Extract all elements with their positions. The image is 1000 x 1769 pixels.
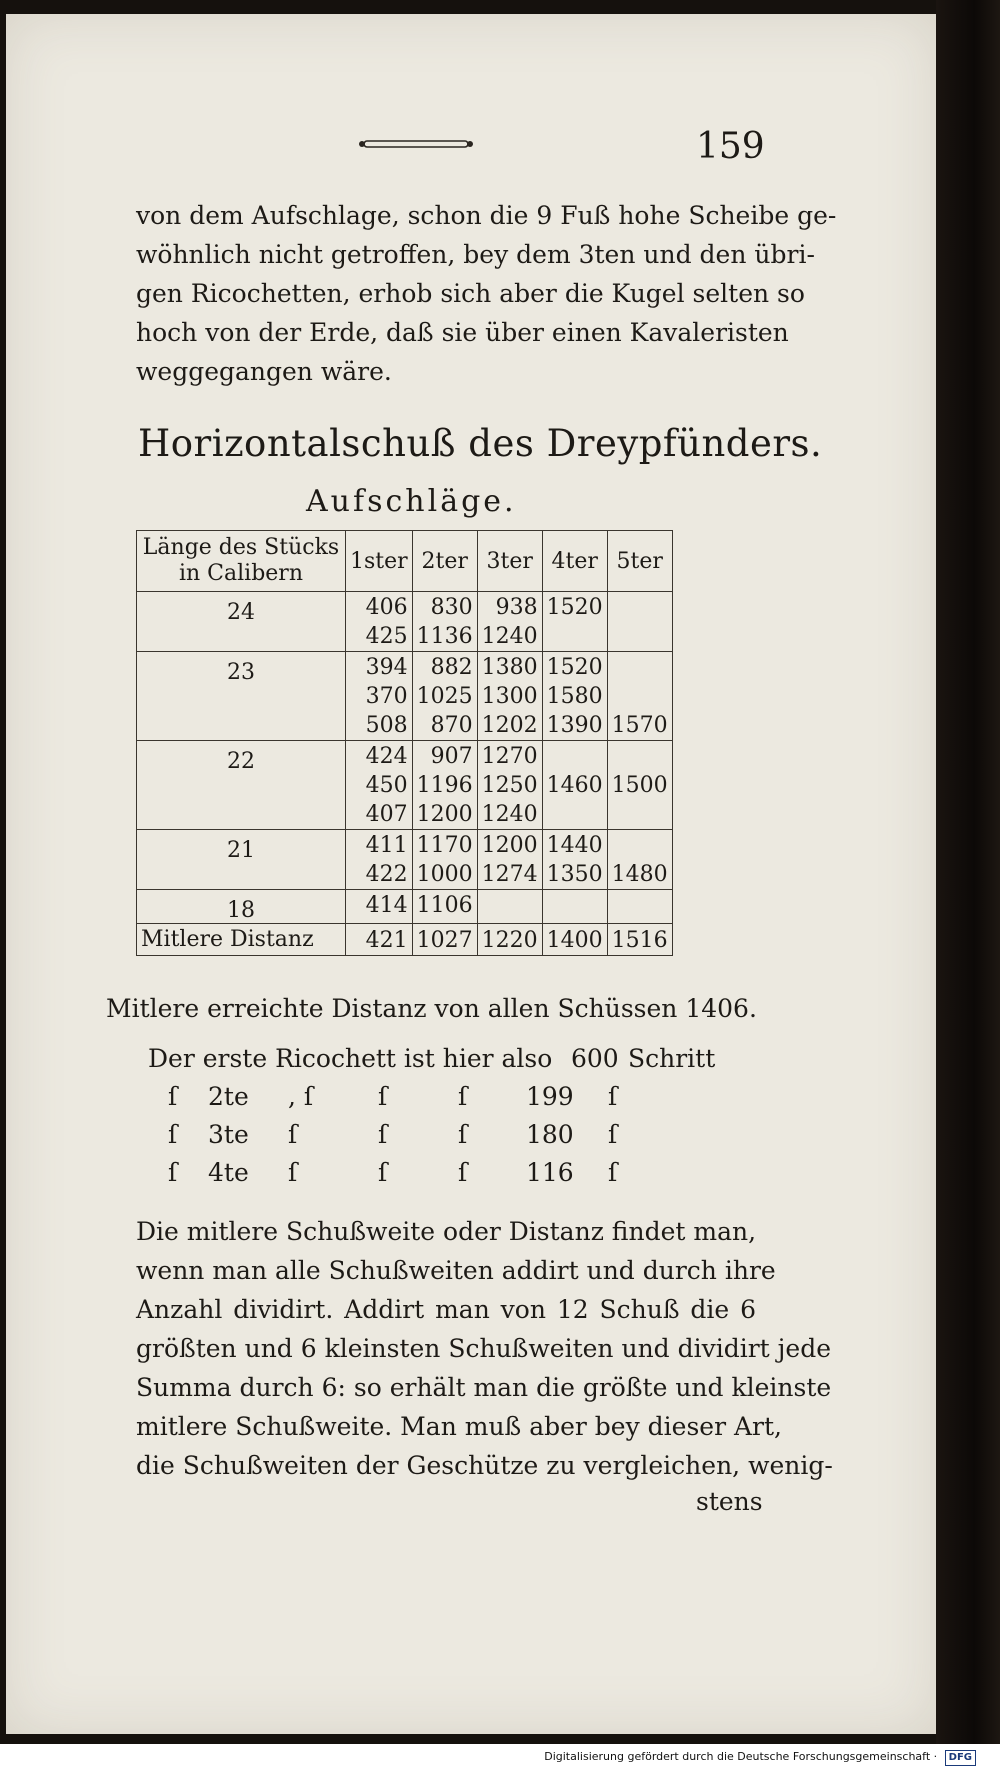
distance-value: 1500: [611, 773, 668, 798]
distance-value: [612, 742, 668, 771]
book-page: [6, 14, 939, 1734]
distance-value: 414: [365, 893, 408, 918]
text-line: mitlere Schußweite. Man muß aber bey dieser Art,: [136, 1412, 782, 1441]
distance-value: 1460: [546, 773, 603, 798]
text-line: die Schußweiten der Geschütze zu vergleichen, wenig-: [136, 1451, 833, 1480]
distance-cell: [346, 592, 413, 652]
distance-value: 1270: [481, 744, 538, 769]
distance-value: 1200: [481, 833, 538, 858]
book-spine: [936, 0, 1000, 1769]
table-header-row: [137, 531, 673, 592]
distance-value: 1274: [481, 862, 538, 887]
page-number: 159: [696, 126, 765, 167]
distance-value: 830: [430, 595, 473, 620]
text-line: wenn man alle Schußweiten addirt und durch ihre: [136, 1256, 776, 1285]
distance-value: 422: [365, 862, 408, 887]
distance-cell: [477, 890, 542, 924]
catchword: stens: [696, 1487, 763, 1516]
mean-label: Mitlere Distanz: [137, 924, 346, 956]
ditto-mark: ſ: [288, 1158, 298, 1187]
ditto-mark: ſ: [608, 1158, 618, 1187]
distance-value: 907: [430, 744, 473, 769]
distance-value: 1202: [481, 713, 538, 738]
mean-value: 1516: [607, 924, 672, 956]
ditto-mark: ſ: [378, 1082, 388, 1111]
footer-text: Digitalisierung gefördert durch die Deutsche Forschungsgemeinschaft ·: [544, 1750, 938, 1763]
length-header: [137, 531, 346, 592]
distance-value: [612, 653, 668, 682]
table-row: [137, 830, 673, 890]
distance-cell: [477, 741, 542, 830]
text-line: gen Ricochetten, erhob sich aber die Kugel selten so: [136, 279, 805, 308]
ricochet-value: 180: [526, 1120, 574, 1149]
text-line: von dem Aufschlage, schon die 9 Fuß hohe Scheibe ge-: [136, 201, 837, 230]
distance-cell: [346, 830, 413, 890]
distance-value: 1136: [416, 624, 473, 649]
distance-value: 370: [365, 684, 408, 709]
distance-value: 1440: [546, 833, 603, 858]
text-line: Summa durch 6: so erhält man die größte und kleinste: [136, 1373, 832, 1402]
distance-value: [547, 622, 603, 651]
distance-value: [612, 622, 668, 651]
distance-cell: [477, 652, 542, 741]
mean-value: 1027: [412, 924, 477, 956]
distance-value: 406: [365, 595, 408, 620]
paragraph-mean-range: [136, 1212, 833, 1485]
digitization-footer: [0, 1744, 1000, 1769]
distance-cell: [346, 890, 413, 924]
distance-value: 1025: [416, 684, 473, 709]
table-row: [137, 592, 673, 652]
distance-value: 1300: [481, 684, 538, 709]
distance-value: [547, 891, 603, 920]
section-title: Horizontalschuß des Dreypfünders.: [138, 422, 823, 465]
ricochet-label: Der erste Ricochett ist hier also: [148, 1044, 553, 1073]
ricochet-ordinal: 3te: [208, 1120, 249, 1149]
distance-value: 1240: [481, 802, 538, 827]
distance-value: 1380: [481, 655, 538, 680]
distance-cell: [542, 592, 607, 652]
distance-cell: [412, 890, 477, 924]
ditto-mark: ſ: [168, 1158, 178, 1187]
ditto-mark: ſ: [608, 1082, 618, 1111]
distance-value: 411: [365, 833, 408, 858]
ditto-mark: ſ: [288, 1120, 298, 1149]
distance-value: 1106: [416, 893, 473, 918]
mean-row: [137, 924, 673, 956]
impact-distance-table: [136, 530, 673, 956]
length-cell: 21: [137, 830, 346, 890]
distance-value: 1570: [611, 713, 668, 738]
distance-value: 394: [365, 655, 408, 680]
distance-value: 1580: [546, 684, 603, 709]
distance-cell: [607, 890, 672, 924]
distance-value: [547, 742, 603, 771]
distance-cell: [607, 830, 672, 890]
distance-value: [547, 800, 603, 829]
distance-cell: [412, 592, 477, 652]
distance-value: 1196: [416, 773, 473, 798]
mean-value: 1220: [477, 924, 542, 956]
length-cell: 23: [137, 652, 346, 741]
distance-cell: [346, 741, 413, 830]
ricochet-value: 199: [526, 1082, 574, 1111]
table-row: [137, 652, 673, 741]
mean-value: 1400: [542, 924, 607, 956]
distance-value: 938: [495, 595, 538, 620]
distance-value: 1250: [481, 773, 538, 798]
table-row: [137, 741, 673, 830]
column-header: 1ster: [346, 531, 413, 592]
distance-cell: [477, 592, 542, 652]
distance-value: [612, 593, 668, 622]
distance-value: 1000: [416, 862, 473, 887]
distance-cell: [346, 652, 413, 741]
distance-value: 424: [365, 744, 408, 769]
ditto-mark: ſ: [458, 1082, 468, 1111]
distance-value: 407: [365, 802, 408, 827]
distance-value: 1480: [611, 862, 668, 887]
mean-value: 421: [346, 924, 413, 956]
distance-value: 1390: [546, 713, 603, 738]
ricochet-unit: Schritt: [628, 1044, 716, 1073]
distance-value: 1520: [546, 655, 603, 680]
text-line: Die mitlere Schußweite oder Distanz findet man,: [136, 1217, 757, 1246]
column-header: 4ter: [542, 531, 607, 592]
ricochet-value: 600: [571, 1044, 619, 1073]
distance-value: [612, 800, 668, 829]
ditto-mark: , ſ: [288, 1082, 314, 1111]
distance-value: 882: [430, 655, 473, 680]
ditto-mark: ſ: [378, 1120, 388, 1149]
length-header-line2: in Calibern: [178, 561, 303, 586]
column-header: 3ter: [477, 531, 542, 592]
distance-value: 425: [365, 624, 408, 649]
length-cell: 22: [137, 741, 346, 830]
text-line: wöhnlich nicht getroffen, bey dem 3ten und den übri-: [136, 240, 815, 269]
text-line: weggegangen wäre.: [136, 357, 392, 386]
distance-value: 870: [430, 713, 473, 738]
distance-value: 1170: [416, 833, 473, 858]
table-title: Aufschläge.: [306, 484, 517, 519]
ditto-mark: ſ: [378, 1158, 388, 1187]
ricochet-value: 116: [526, 1158, 574, 1187]
mean-distance-line: Mitlere erreichte Distanz von allen Schüssen 1406.: [106, 994, 757, 1023]
ditto-mark: ſ: [458, 1158, 468, 1187]
column-header: 2ter: [412, 531, 477, 592]
distance-cell: [412, 652, 477, 741]
distance-cell: [542, 741, 607, 830]
distance-value: 508: [365, 713, 408, 738]
dfg-logo: DFG: [945, 1750, 976, 1766]
distance-value: 1200: [416, 802, 473, 827]
distance-value: 1520: [546, 595, 603, 620]
distance-cell: [542, 652, 607, 741]
length-header-line1: Länge des Stücks: [142, 535, 340, 560]
distance-cell: [412, 830, 477, 890]
distance-value: [612, 831, 668, 860]
distance-value: [482, 891, 538, 920]
length-cell: 18: [137, 890, 346, 924]
column-header: 5ter: [607, 531, 672, 592]
ditto-mark: ſ: [458, 1120, 468, 1149]
distance-cell: [477, 830, 542, 890]
distance-value: 1350: [546, 862, 603, 887]
distance-cell: [607, 592, 672, 652]
distance-value: 450: [365, 773, 408, 798]
text-line: Anzahl dividirt. Addirt man von 12 Schuß die 6: [136, 1295, 756, 1324]
distance-cell: [412, 741, 477, 830]
distance-value: 1240: [481, 624, 538, 649]
text-line: größten und 6 kleinsten Schußweiten und dividirt jede: [136, 1334, 832, 1363]
distance-cell: [607, 652, 672, 741]
table-row: [137, 890, 673, 924]
ricochet-ordinal: 4te: [208, 1158, 249, 1187]
distance-value: [612, 891, 668, 920]
header-ornament: [356, 136, 476, 152]
text-line: hoch von der Erde, daß sie über einen Kavaleristen: [136, 318, 789, 347]
length-cell: 24: [137, 592, 346, 652]
paragraph-continued: [136, 196, 837, 391]
distance-value: [612, 682, 668, 711]
ditto-mark: ſ: [168, 1120, 178, 1149]
ricochet-ordinal: 2te: [208, 1082, 249, 1111]
ditto-mark: ſ: [168, 1082, 178, 1111]
ditto-mark: ſ: [608, 1120, 618, 1149]
distance-cell: [542, 830, 607, 890]
distance-cell: [607, 741, 672, 830]
distance-cell: [542, 890, 607, 924]
